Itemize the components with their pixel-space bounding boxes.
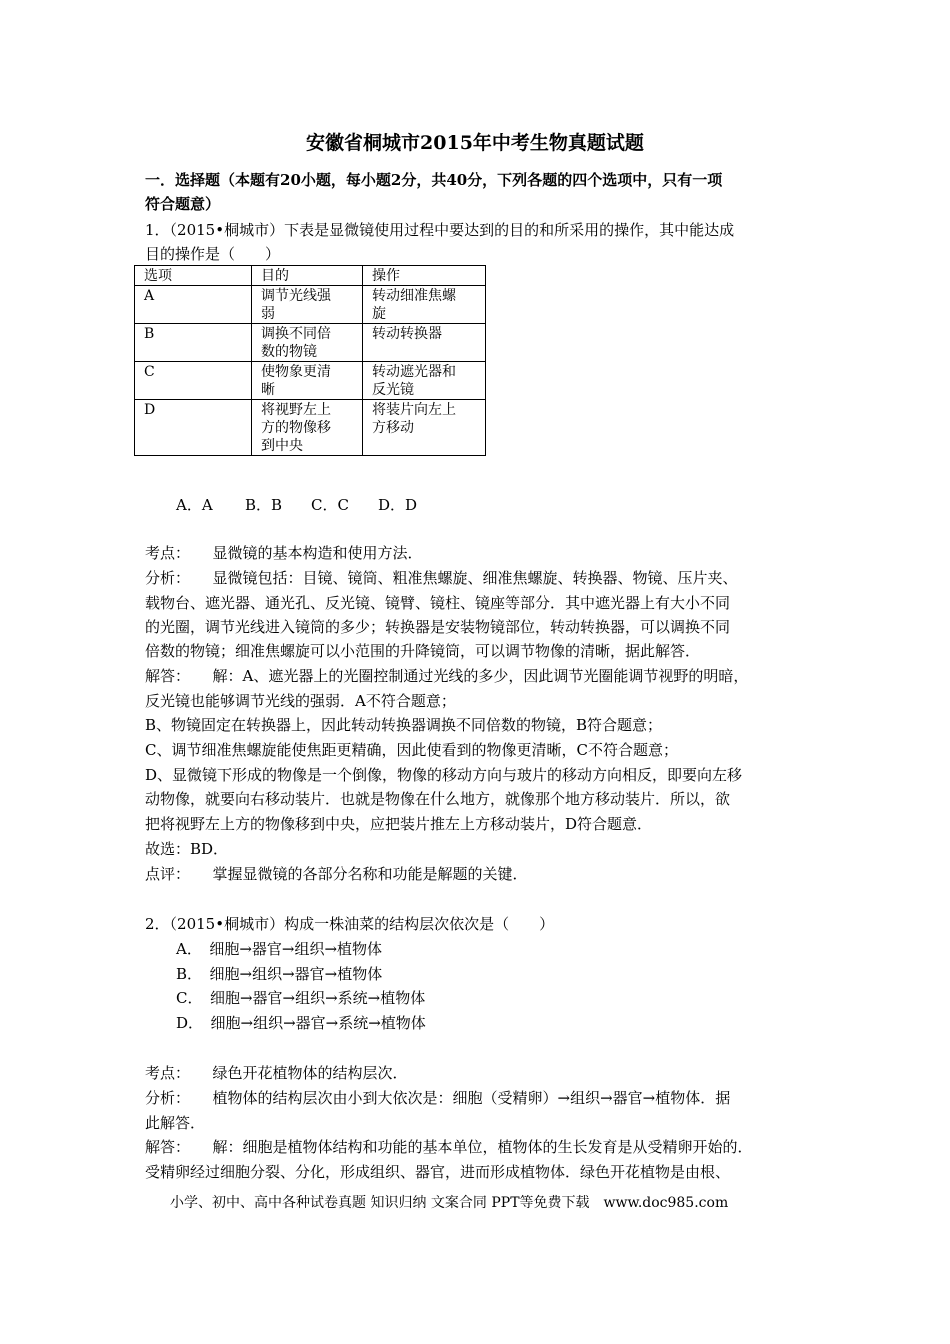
q2-kaodian: 考点： 绿色开花植物体的结构层次． [145,1064,408,1082]
table-cell: 调节光线强 弱 [252,286,363,324]
table-cell: 转动细准焦螺 旋 [363,286,486,324]
q1-answer: 动物像，就要向右移动装片．也就是物像在什么地方，就像那个地方移动装片．所以，欲 [145,790,731,808]
q1-answer: 解答： 解：A、遮光器上的光圈控制通过光线的多少，因此调节光圈能调节视野的明暗， [145,667,749,685]
section-heading-cont: 符合题意） [145,195,221,213]
q2-option-d: D． 细胞→组织→器官→系统→植物体 [176,1014,426,1032]
page-footer: 小学、初中、高中各种试卷真题 知识归纳 文案合同 PPT等免费下载 www.doc985.com [170,1195,729,1211]
table-cell: 转动转换器 [363,324,486,362]
table-header: 选项 [135,266,252,286]
q1-answer: D、显微镜下形成的物像是一个倒像，物像的移动方向与玻片的移动方向相反，即要向左移 [145,766,743,784]
q1-answer: C、调节细准焦螺旋能使焦距更精确，因此使看到的物像更清晰，C不符合题意； [145,741,678,759]
table-row [135,286,486,324]
q1-choice: 故选：BD． [145,840,229,858]
q2-option-b: B． 细胞→组织→器官→植物体 [176,965,383,983]
table-cell: 使物象更清 晰 [252,362,363,400]
q1-option-c: C．C [311,496,349,514]
q2-answer: 解答： 解：细胞是植物体结构和功能的基本单位，植物体的生长发育是从受精卵开始的． [145,1138,753,1156]
q1-option-a: A．A [176,496,213,514]
q2-analysis: 分析： 植物体的结构层次由小到大依次是：细胞（受精卵）→组织→器官→植物体．据 [145,1089,731,1107]
q1-stem-cont: 目的操作是（ ） [145,245,281,263]
table-cell: 将视野左上 方的物像移 到中央 [252,400,363,456]
table-row [135,324,486,362]
q2-analysis: 此解答． [145,1114,206,1132]
q1-answer: 反光镜也能够调节光线的强弱．A不符合题意； [145,692,456,710]
table-row [135,362,486,400]
table-header: 目的 [252,266,363,286]
table-cell: 将装片向左上 方移动 [363,400,486,456]
table-header-row [135,266,486,286]
q2-answer: 受精卵经过细胞分裂、分化，形成组织、器官，进而形成植物体．绿色开花植物是由根、 [145,1163,731,1181]
q2-stem: 2．（2015•桐城市）构成一株油菜的结构层次依次是（ ） [145,915,555,933]
q1-option-d: D．D [378,496,418,514]
q1-kaodian: 考点： 显微镜的基本构造和使用方法． [145,544,423,562]
table-cell: C [135,362,252,400]
table-cell: 转动遮光器和 反光镜 [363,362,486,400]
q2-option-c: C． 细胞→器官→组织→系统→植物体 [176,989,426,1007]
table-header: 操作 [363,266,486,286]
q1-answer: B、物镜固定在转换器上，因此转动转换器调换不同倍数的物镜，B符合题意； [145,716,663,734]
table-cell: A [135,286,252,324]
q1-stem: 1．（2015•桐城市）下表是显微镜使用过程中要达到的目的和所采用的操作，其中能达成 [145,221,735,239]
q2-option-a: A． 细胞→器官→组织→植物体 [176,940,383,958]
q1-analysis: 倍数的物镜；细准焦螺旋可以小范围的升降镜筒，可以调节物像的清晰，据此解答． [145,642,701,660]
q1-analysis: 载物台、遮光器、通光孔、反光镜、镜臂、镜柱、镜座等部分．其中遮光器上有大小不同 [145,594,731,612]
table-cell: 调换不同倍 数的物镜 [252,324,363,362]
table-cell: B [135,324,252,362]
table-row [135,400,486,456]
q1-comment: 点评： 掌握显微镜的各部分名称和功能是解题的关键． [145,865,528,883]
q1-option-b: B．B [245,496,283,514]
q1-table [134,265,486,456]
section-heading: 一．选择题（本题有20小题，每小题2分，共40分，下列各题的四个选项中，只有一项 [145,171,723,189]
page-title: 安徽省桐城市2015年中考生物真题试题 [306,132,644,154]
q1-analysis: 的光圈，调节光线进入镜筒的多少；转换器是安装物镜部位，转动转换器，可以调换不同 [145,618,731,636]
q1-analysis: 分析： 显微镜包括：目镜、镜筒、粗准焦螺旋、细准焦螺旋、转换器、物镜、压片夹、 [145,569,738,587]
table-cell: D [135,400,252,456]
q1-answer: 把将视野左上方的物像移到中央，应把装片推左上方移动装片，D符合题意． [145,815,653,833]
